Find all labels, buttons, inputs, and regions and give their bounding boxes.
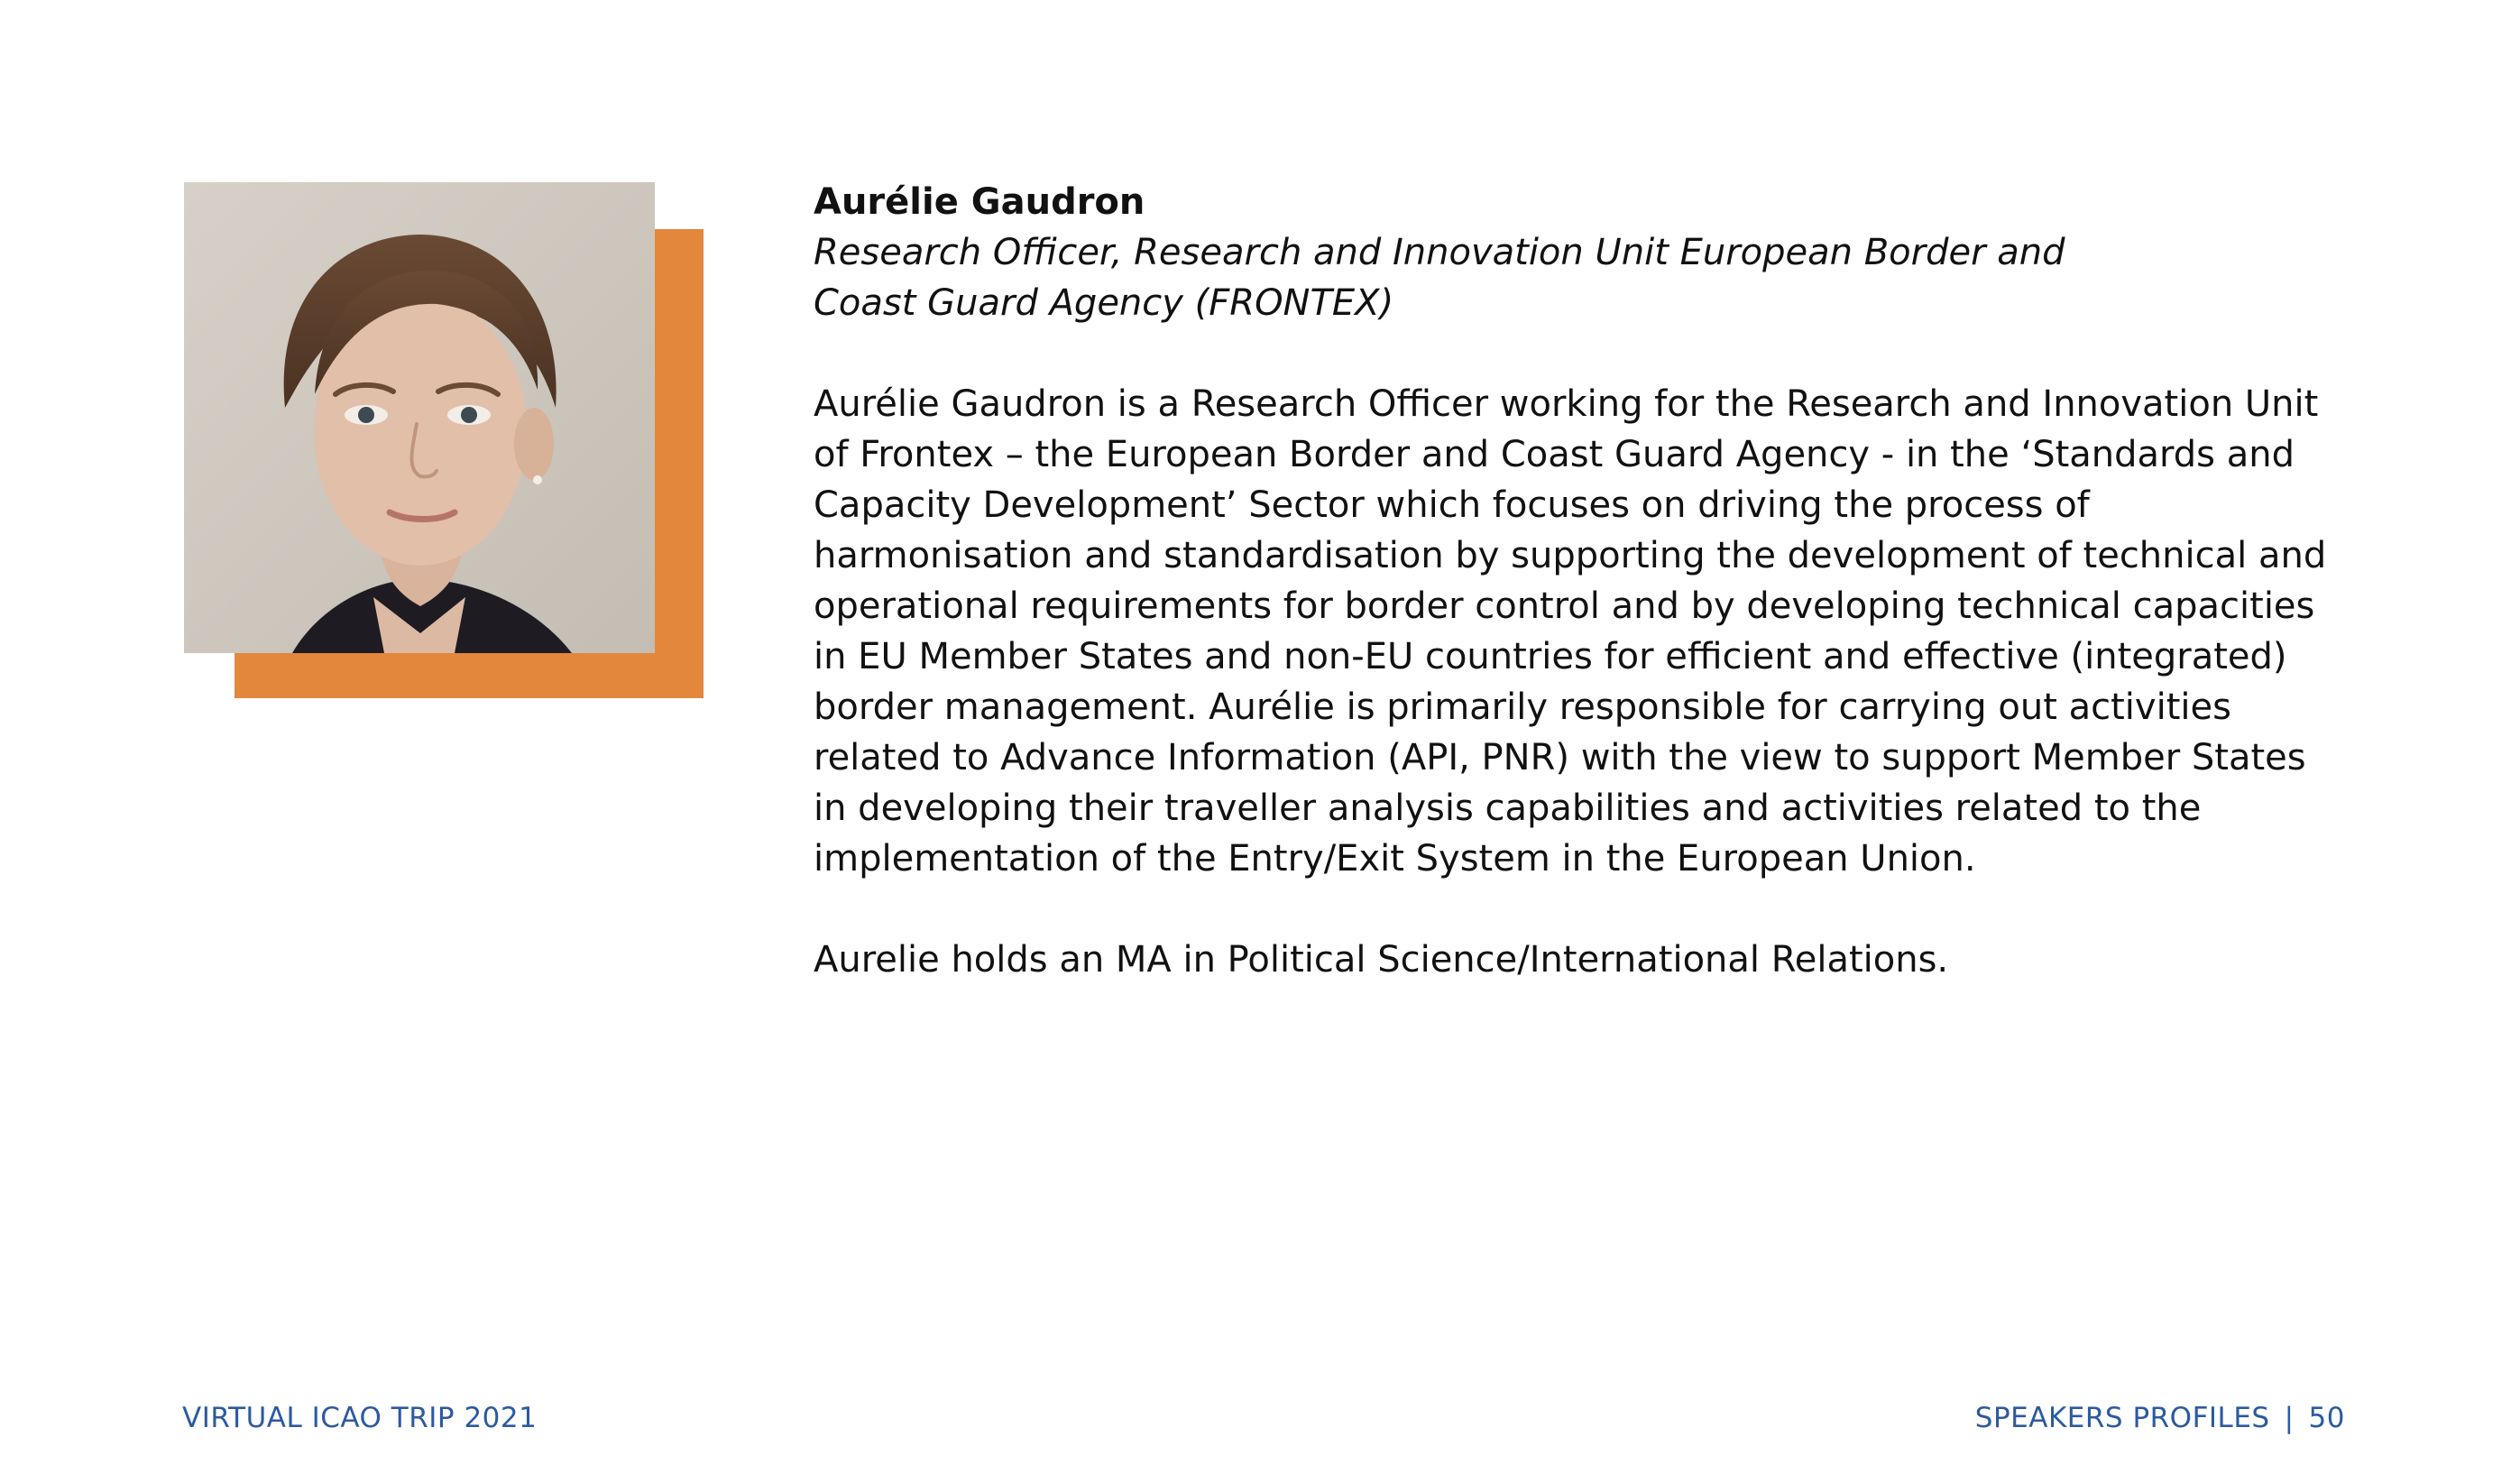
bio-paragraph-education: Aurelie holds an MA in Political Science/International Relations. [814, 939, 1949, 981]
footer-section: SPEAKERS PROFILES [1974, 1402, 2270, 1434]
footer-page-info [1975, 1402, 2345, 1434]
bio-paragraph: Aurélie Gaudron is a Research Officer working for the Research and Innovation Unit of Frontex – the European Border and Coast Guard Agency - in the ‘Standards and Capacity Development’ Sector which focuses on driving the process of harmonisation and standardisation by supporting the development of technical and operational requirements for border control and by developing technical capacities in EU Member States and non-EU countries for efficient and effective (integrated) border management. Aurélie is primarily responsible for carrying out activities related to Advance Information (API, PNR) with the view to support Member States in developing their traveller analysis capabilities and activities related to the implementation of the Entry/Exit System in the European Union. [814, 383, 2327, 880]
footer-separator: | [2284, 1402, 2295, 1434]
speaker-role: Research Officer, Research and Innovation Unit European Border and Coast Guard Agency (FRONTEX) [814, 232, 2065, 324]
footer-event-title: VIRTUAL ICAO TRIP 2021 [182, 1402, 538, 1434]
speaker-name: Aurélie Gaudron [814, 181, 1145, 223]
page-number: 50 [2308, 1402, 2345, 1434]
speaker-photo [184, 182, 655, 653]
speaker-photo-frame [184, 182, 704, 698]
portrait-illustration [184, 182, 655, 653]
speaker-profile [814, 177, 2347, 985]
